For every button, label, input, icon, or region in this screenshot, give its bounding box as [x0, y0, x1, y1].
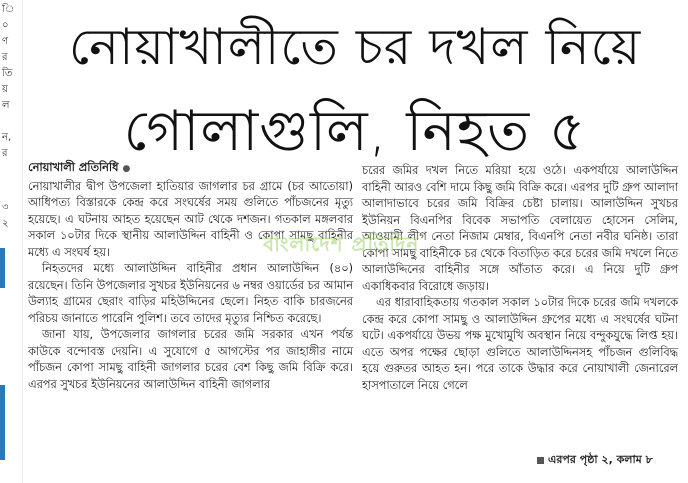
headline-line-1: নোয়াখালীতে চর দখল নিয়ে	[68, 18, 642, 76]
article-paragraph: নোয়াখালীর দ্বীপ উপজেলা হাতিয়ার জাগলার চর গ্রামে (চর আতোয়া) আধিপত্য বিস্তারকে কেন্দ্র করে সংঘর্ষের সময় গুলিতে পাঁচজনের মৃত্যু হয়েছে। এ ঘটনায় আহত হয়েছেন আট থেকে দশজন। গতকাল মঙ্গলবার সকাল ১০টার দিকে স্থানীয় আলাউদ্দিন বাহিনী ও কোপা সামছু বাহিনীর মধ্যে এ সংঘর্ষ হয়।	[28, 179, 353, 259]
edge-text: ন,	[2, 132, 12, 143]
article-paragraph: এর ধারাবাহিকতায় গতকাল সকাল ১০টার দিকে চরের জমি দখলকে কেন্দ্র করে কোপা সামছু ও আলাউদ্দিন গ্রুপের মধ্যে এ সংঘর্ষের ঘটনা ঘটে। একপর্যায়ে উভয় পক্ষ মুখোমুখি অবস্থান নিয়ে বন্দুকযুদ্ধে লিপ্ত হয়। এতে অপর পক্ষের ছোড়া গুলিতে আলাউদ্দিনসহ পাঁচজন গুলিবিদ্ধ হয়ে গুরুতর আহত হন। পরে তাকে উদ্ধার করে নোয়াখালী জেনারেল হাসপাতালে নিয়ে গেলে	[362, 296, 678, 392]
article-paragraph: জানা যায়, উপজেলার জাগলার চরের জমি সরকার এখন পর্যন্ত কাউকে বন্দোবস্ত দেয়নি। এ সুযোগে ৫ আগস্টের পর জাহাঙ্গীর নামে পাঁচজন কোপা সামছু বাহিনী জাগলার চরের বেশ কিছু জমি বিক্রি করে। এরপর সুখচর ইউনিয়নের আলাউদ্দিন বাহিনী জাগলার	[28, 328, 353, 391]
edge-color-bar	[0, 385, 5, 460]
continued-on-label: এরপর পৃষ্ঠা ২, কলাম ৮	[537, 451, 653, 470]
article-column-right	[362, 163, 678, 394]
edge-text: র	[2, 148, 8, 159]
watermark-logo: বাংলাদেশ প্রতিদিন	[263, 232, 420, 256]
edge-text: ৩	[2, 202, 9, 213]
article-column-left	[28, 160, 353, 393]
edge-text: ণ	[2, 36, 9, 47]
edge-color-bar	[0, 248, 5, 288]
article-paragraph: চরের জমির দখল নিতে মরিয়া হয়ে ওঠে। একপর্যায়ে আলাউদ্দিন বাহিনী আরও বেশি দামে কিছু জমি বিক্রি করে। এরপর দুটি গ্রুপ আলাদা আলাদাভাবে চরের জমি বিক্রির চেষ্টা চালায়। আলাউদ্দিন সুখচর ইউনিয়ন বিএনপির বিবেক সভাপতি বেলায়েত হোসেন সেলিম, আওয়ামী লীগ নেতা নিজাম মেম্বার, বিএনপি নেতা নবীর ঘনিষ্ঠ। তারা কোপা সামছু বাহিনীকে চর থেকে বিতাড়িত করে চরের জমি দখলে নিতে আলাউদ্দিনের বাহিনীর সঙ্গে আঁতাত করে। এ নিয়ে দুটি গ্রুপ একাধিকবার বিরোধে জড়ায়।	[362, 164, 678, 293]
article-paragraph: নিহতদের মধ্যে আলাউদ্দিন বাহিনীর প্রধান আলাউদ্দিন (৪০) রয়েছেন। তিনি উপজেলার সুখচর ইউনিয়নের ৬ নম্বর ওয়ার্ডের চর আমান উল্যাহ গ্রামের ছেরাং বাড়ির মহিউদ্দিনের ছেলে। নিহত বাকি চারজনের পরিচয় জানাতে পারেনি পুলিশ। তবে তাদের মৃত্যুর নিশ্চিত করেছে।	[28, 262, 353, 325]
edge-text: ি	[2, 4, 15, 15]
previous-column-edge	[0, 0, 23, 483]
byline: নোয়াখালী প্রতিনিধি ●	[28, 161, 131, 174]
square-bullet-icon	[537, 457, 544, 464]
edge-text: ২	[2, 218, 9, 229]
edge-text: ল	[2, 100, 10, 111]
edge-text: র	[2, 52, 8, 63]
edge-text: য়	[2, 84, 8, 95]
edge-text: ০	[2, 20, 9, 31]
edge-text: তি	[2, 68, 13, 79]
headline-line-2: গোলাগুলি, নিহত ৫	[123, 99, 587, 164]
